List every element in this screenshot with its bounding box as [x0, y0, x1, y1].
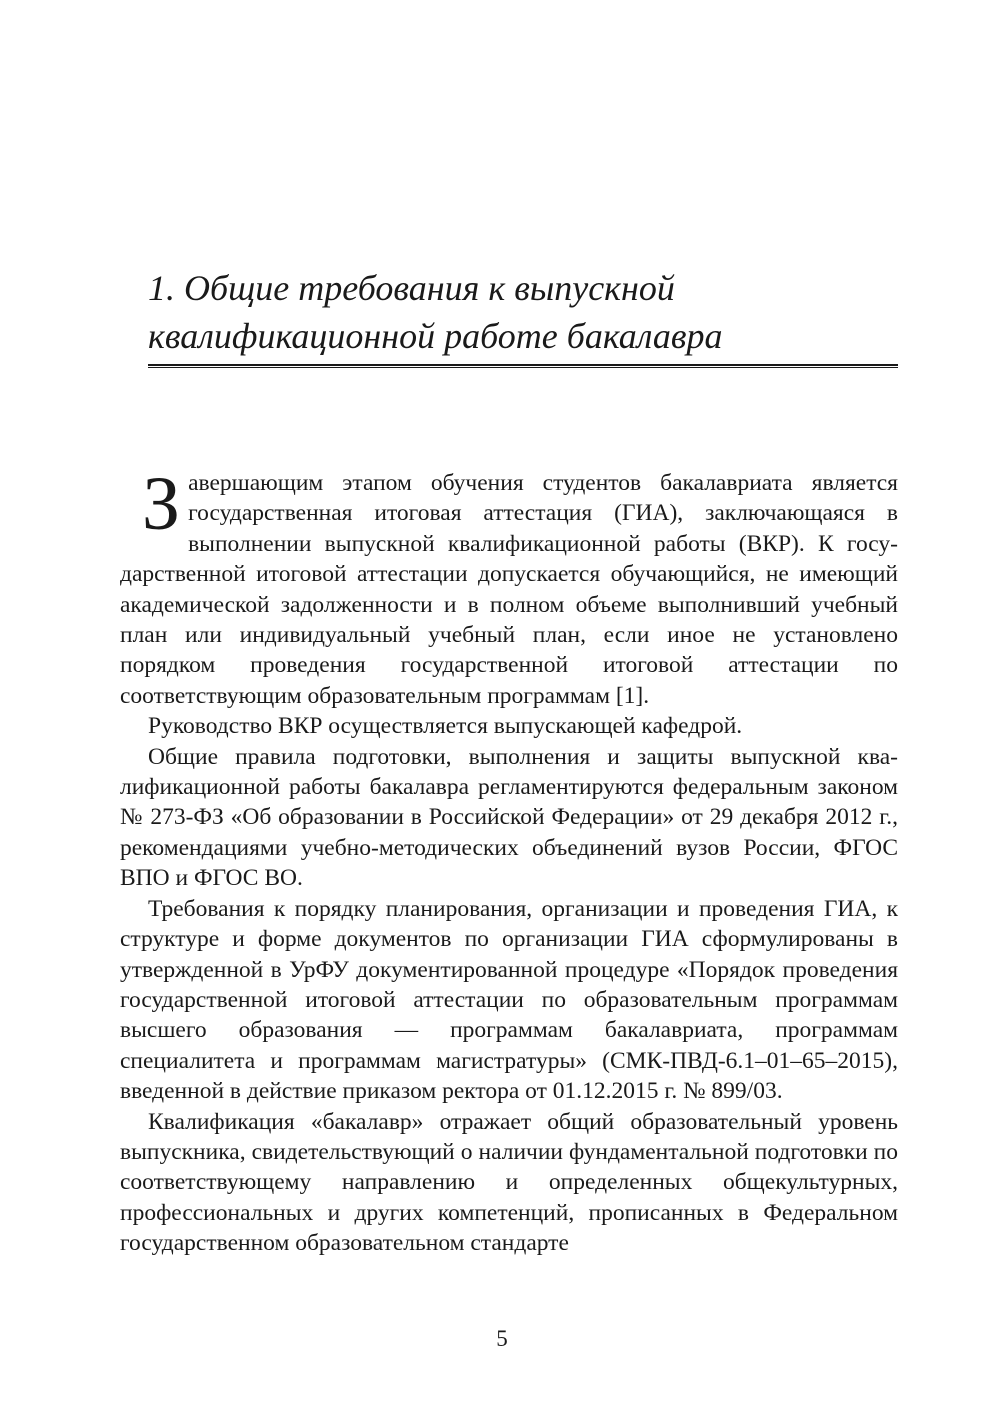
chapter-title-line-2: квалификационной работе бакалавра: [148, 316, 723, 356]
chapter-title-line-1: 1. Общие требования к выпускной: [148, 268, 675, 308]
paragraph-1-text: авершающим этапом обучения студентов бакалавриата является государственная итоговая аттестация (ГИА), заключающаяся в выполнении выпускной квалификационной работы (ВКР). К государственной итоговой аттестации допускается обучающийся, не имеющий академической задолженности и в полном объеме выполнивший учебный план или индивидуальный учебный план, если иное не установлено порядком проведения государственной итоговой аттестации по соответствующим образовательным программам [1].: [120, 470, 898, 709]
chapter-title: [148, 264, 908, 360]
paragraph-4: Требования к порядку планирования, организации и проведения ГИА, к структуре и форме документов по организации ГИА сформулированы в утвержденной в УрФУ документированной процедуре «Порядок проведения государственной итоговой аттестации по образовательным программам высшего образования — программам бакалавриата, программам специалитета и программам магистратуры» (СМК-ПВД-6.1–01–65–2015), введенной в действие приказом ректора от 01.12.2015 г. № 899/03.: [120, 895, 898, 1105]
page-number: 5: [496, 1326, 508, 1351]
drop-cap-letter: З: [142, 462, 181, 546]
paragraph-1: [120, 462, 898, 711]
body-text: [120, 462, 898, 1259]
paragraph-5: Квалификация «бакалавр» отражает общий образовательный уровень выпускника, свидетельствующий о наличии фундаментальной подготовки по соответствующему направлению и определенных общекультурных, профессиональных и других компетенций, прописанных в Федеральном государственном образовательном стандарте: [120, 1108, 898, 1257]
paragraph-3: Общие правила подготовки, выполнения и защиты выпускной квалификационной работы бакалавра регламентируются федеральным законом № 273-ФЗ «Об образовании в Российской Федерации» от 29 декабря 2012 г., рекомендациями учебно-методических объединений вузов России, ФГОС ВПО и ФГОС ВО.: [120, 743, 898, 892]
title-double-rule: [148, 364, 898, 368]
paragraph-2: Руководство ВКР осуществляется выпускающей кафедрой.: [148, 713, 743, 740]
